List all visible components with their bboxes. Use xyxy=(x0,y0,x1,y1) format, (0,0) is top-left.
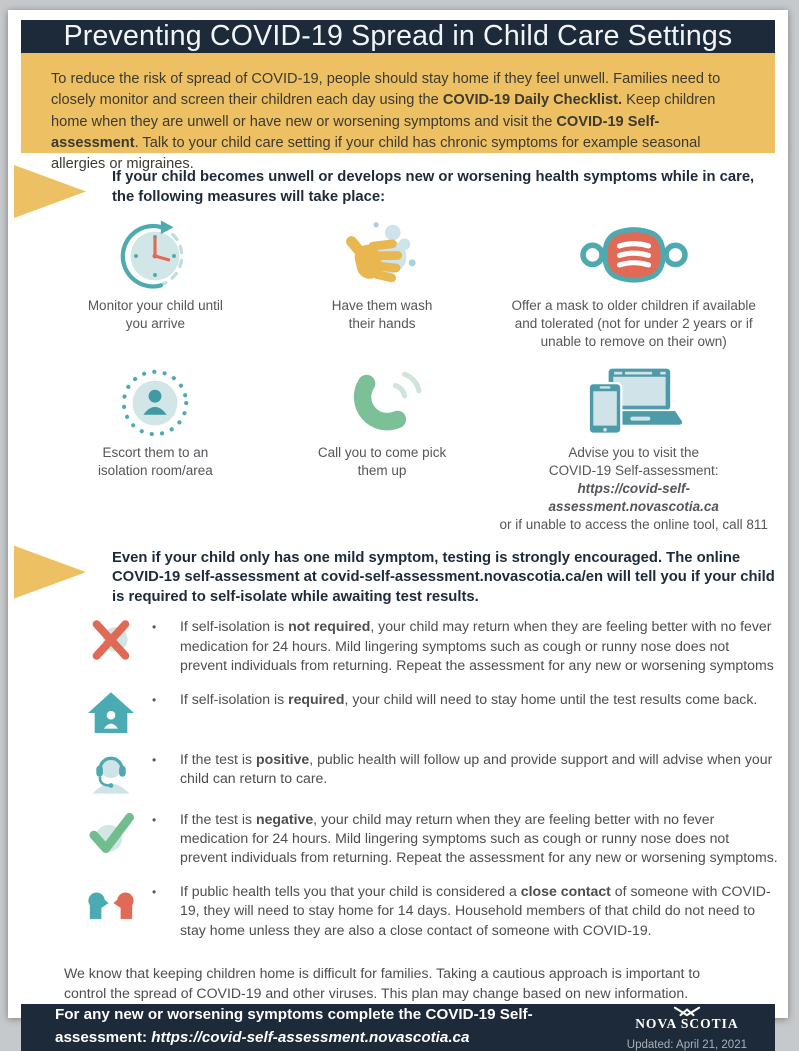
section-measures-heading xyxy=(8,163,788,218)
bullet-text: If self-isolation is required, your child will need to stay home until the test results come back. xyxy=(180,690,758,707)
section-testing-heading xyxy=(8,544,788,608)
footer-brand xyxy=(627,1004,747,1051)
page-title: Preventing COVID-19 Spread in Child Care Settings xyxy=(63,20,733,52)
section-arrow-icon xyxy=(14,546,86,599)
header-banner xyxy=(21,20,775,53)
bullet-marker: • xyxy=(152,752,157,767)
bullet-marker: • xyxy=(152,620,157,635)
updated-date: Updated: April 21, 2021 xyxy=(626,1038,747,1051)
bullet-item xyxy=(86,617,788,675)
intro-text: To reduce the risk of spread of COVID-19, people should stay home if they feel unwell. Families need to closely monitor and screen their children each day using the COVID-19 Daily Checklist. Keep children home when they are unwell or have new or worsening symptoms and visit the COVID-19 Self-assessment. Talk to your child care setting if your child has chronic symptoms for example seasonal allergies or migraines. xyxy=(51,71,721,173)
results-bullet-list xyxy=(86,617,788,954)
bullet-marker: • xyxy=(152,692,157,707)
bullet-marker: • xyxy=(152,812,157,827)
nova-scotia-wordmark: NOVA SCOTIA xyxy=(635,1015,739,1031)
section-heading: If your child becomes unwell or develops new or worsening health symptoms while in care, the following measures will take place: xyxy=(112,169,755,205)
bullet-item xyxy=(86,882,788,940)
flyer-page xyxy=(8,10,788,1051)
x-icon xyxy=(86,617,136,663)
nova-scotia-logo xyxy=(635,1004,738,1032)
measure-item xyxy=(269,218,496,351)
bullet-text: If self-isolation is not required, your child may return when they are feeling better with no fever medication for 24 hours. Mild lingering symptoms such as cough or runny nose does not prevent individuals from returning. Repeat the assessment for any new or worsening symptoms xyxy=(180,618,774,674)
section-heading: Even if your child only has one mild symptom, testing is strongly encouraged. The online COVID-19 self-assessment at covid-self-assessment.novascotia.ca/en will tell you if your child is required to self-isolate while awaiting test results. xyxy=(112,549,775,605)
clock-icon xyxy=(99,218,211,294)
close-contact-icon xyxy=(86,882,136,928)
intro-banner xyxy=(21,53,775,173)
measure-item xyxy=(42,365,269,534)
bullet-item xyxy=(86,690,788,736)
bullet-item xyxy=(86,810,788,868)
footer-banner xyxy=(21,1004,775,1051)
measure-caption: Advise you to visit the COVID-19 Self-assessment: https://covid-self-assessment.novascotia.ca or if unable to access the online tool, call 811 xyxy=(499,444,768,532)
bullet-text: If the test is positive, public health will follow up and provide support and will advise when your child can return to care. xyxy=(180,750,773,786)
measure-caption: Call you to come pick them up xyxy=(317,444,447,478)
measure-item xyxy=(42,218,269,351)
phone-icon xyxy=(326,365,438,441)
home-icon xyxy=(86,690,136,736)
devices-icon xyxy=(578,365,690,441)
check-icon xyxy=(86,810,136,856)
footer-message: For any new or worsening symptoms complete the COVID-19 Self-assessment: https://covid-self-assessment.novascotia.ca xyxy=(55,1006,533,1047)
bullet-marker: • xyxy=(152,884,157,899)
isolation-icon xyxy=(99,365,211,441)
measure-caption: Have them wash their hands xyxy=(331,298,433,331)
section-arrow-icon xyxy=(14,165,86,218)
closing-paragraph: We know that keeping children home is difficult for families. Taking a cautious approach is important to control the spread of COVID-19 and other viruses. This plan may change based on new information. xyxy=(64,965,701,1001)
bullet-text: If public health tells you that your child is considered a close contact of someone with COVID-19, they will need to stay home for 14 days. Household members of that child do not need to stay home unless they are also a close contact of someone with COVID-19. xyxy=(180,882,771,938)
measure-item xyxy=(495,218,772,351)
measure-caption: Offer a mask to older children if available and tolerated (not for under 2 years or if unable to remove on their own) xyxy=(511,298,756,349)
url-link[interactable]: https://covid-self-assessment.novascotia.ca xyxy=(548,480,719,514)
url-link[interactable]: https://covid-self-assessment.novascotia.ca xyxy=(151,1029,470,1047)
measure-item xyxy=(269,365,496,534)
bullet-item xyxy=(86,750,788,796)
mask-icon xyxy=(578,218,690,294)
measure-caption: Escort them to an isolation room/area xyxy=(97,444,213,478)
bullet-text: If the test is negative, your child may return when they are feeling better with no fever medication for 24 hours. Mild lingering symptoms such as cough or runny nose does not prevent individuals from returning. Repeat the assessment for any new or worsening symptoms. xyxy=(180,810,778,866)
support-icon xyxy=(86,750,136,796)
measure-caption: Monitor your child until you arrive xyxy=(87,298,223,331)
measure-item xyxy=(495,365,772,534)
wash-hands-icon xyxy=(326,218,438,294)
measures-grid xyxy=(42,218,772,534)
